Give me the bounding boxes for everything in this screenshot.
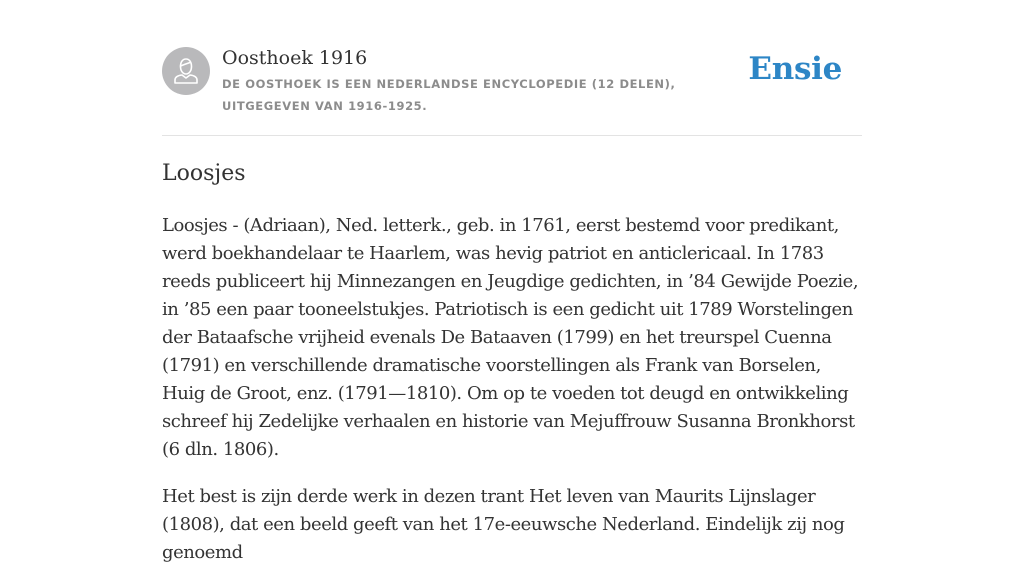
article-paragraph: Loosjes - (Adriaan), Ned. letterk., geb. in 1761, eerst bestemd voor predikant, werd boekhandelaar te Haarlem, was hevig patriot en anticlericaal. In 1783 reeds publiceert hij Minnezangen en Jeugdige gedichten, in ’84 Gewijde Poezie, in ’85 een paar tooneelstukjes. Patriotisch is een gedicht uit 1789 Worstelingen der Bataafsche vrijheid evenals De Bataaven (1799) en het treurspel Cuenna (1791) en verschillende dramatische voorstellingen als Frank van Borselen, Huig de Groot, enz. (1791—1810). Om op te voeden tot deugd en ontwikkeling schreef hij Zedelijke verhaalen en historie van Mejuffrouw Susanna Bronkhorst (6 dln. 1806). [162, 215, 859, 460]
article-paragraph: Het best is zijn derde werk in dezen trant Het leven van Maurits Lijnslager (1808), dat een beeld geeft van het 17e-eeuwsche Nederland. Eindelijk zij nog genoemd [162, 486, 845, 563]
header-divider [162, 135, 862, 136]
source-info [222, 45, 762, 117]
source-avatar[interactable] [162, 47, 210, 95]
source-title[interactable]: Oosthoek 1916 [222, 47, 368, 69]
article-body [162, 212, 864, 586]
user-avatar-icon [162, 47, 210, 95]
article-headword: Loosjes [162, 161, 246, 186]
brand-logo[interactable]: Ensie [748, 51, 842, 87]
source-description: DE OOSTHOEK IS EEN NEDERLANDSE ENCYCLOPEDIE (12 DELEN), UITGEGEVEN VAN 1916-1925. [222, 77, 676, 113]
source-header [162, 45, 862, 135]
